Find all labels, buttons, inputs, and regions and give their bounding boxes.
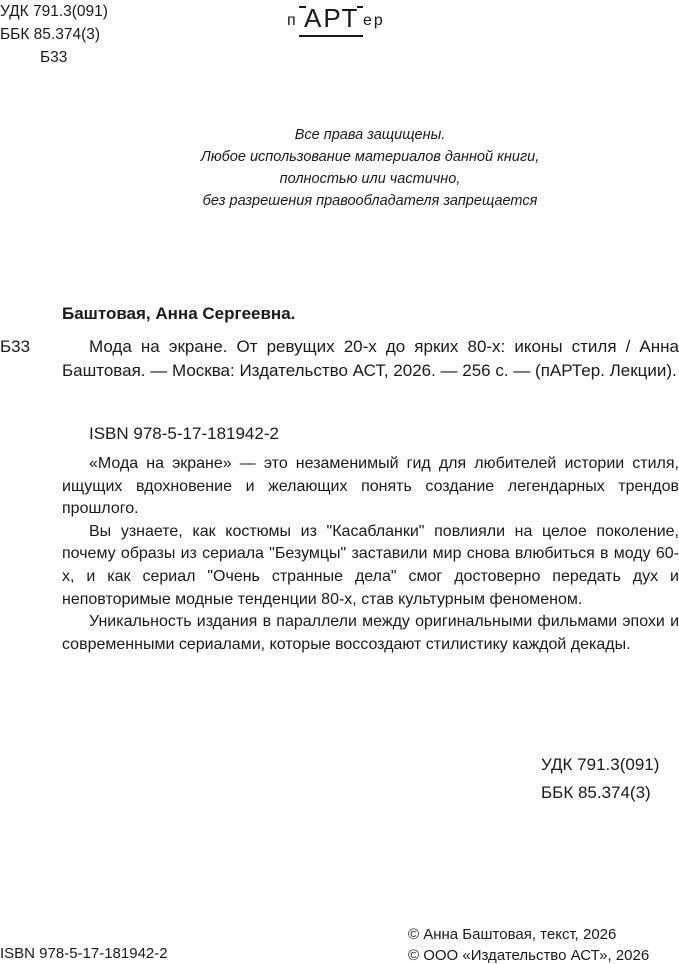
- rights-line: полностью или частично,: [279, 171, 461, 187]
- copyright-block: [408, 924, 649, 964]
- classification-top: [0, 0, 108, 69]
- footer-isbn: ISBN 978-5-17-181942-2: [0, 945, 168, 962]
- copyright-publisher: © ООО «Издательство АСТ», 2026: [408, 947, 650, 964]
- logo-art: АРТ: [304, 3, 360, 33]
- isbn: ISBN 978-5-17-181942-2: [89, 424, 279, 443]
- logo-letters-er: ер: [363, 12, 385, 29]
- logo-underline: [299, 35, 363, 37]
- udk-code: УДК 791.3(091): [541, 755, 660, 774]
- parter-logo: [287, 3, 395, 39]
- copyright-author: © Анна Баштовая, текст, 2026: [408, 926, 617, 943]
- annotation-paragraph: Уникальность издания в параллели между оригинальными фильмами эпохи и современными сериалами, которые воссоздают стилистику каждой декады.: [62, 613, 679, 653]
- annotation: [62, 453, 679, 656]
- rights-line: Все права защищены.: [294, 127, 446, 143]
- author-heading: Баштовая, Анна Сергеевна.: [62, 304, 296, 323]
- logo-letter-p: п: [287, 12, 298, 29]
- author-mark: Б33: [40, 49, 68, 66]
- bibliographic-description: Мода на экране. От ревущих 20-х до ярких 80-х: иконы стиля / Анна Баштовая. — Москва: Издательство АСТ, 2026. — 256 с. — (пАРТер. Лекции).: [62, 337, 679, 380]
- classification-bottom: [541, 751, 659, 807]
- bbk-code: ББК 85.374(3): [0, 26, 101, 43]
- annotation-paragraph: «Мода на экране» — это незаменимый гид для любителей истории стиля, ищущих вдохновение и желающих понять создание легендарных трендов прошлого.: [62, 455, 679, 518]
- catalog-code: Б33: [0, 337, 31, 356]
- rights-notice: [180, 124, 560, 212]
- udk-code: УДК 791.3(091): [0, 3, 108, 20]
- annotation-paragraph: Вы узнаете, как костюмы из "Касабланки" повлияли на целое поколение, почему образы из сериала "Безумцы" заставили мир снова влюбиться в моду 60-х, и как сериал "Очень странные дела" смог достоверно передать дух и неповторимые модные тенденции 80-х, став культурным феноменом.: [62, 522, 679, 608]
- rights-line: Любое использование материалов данной книги,: [200, 149, 540, 165]
- bbk-code: ББК 85.374(3): [541, 783, 651, 802]
- rights-line: без разрешения правообладателя запрещается: [202, 193, 538, 209]
